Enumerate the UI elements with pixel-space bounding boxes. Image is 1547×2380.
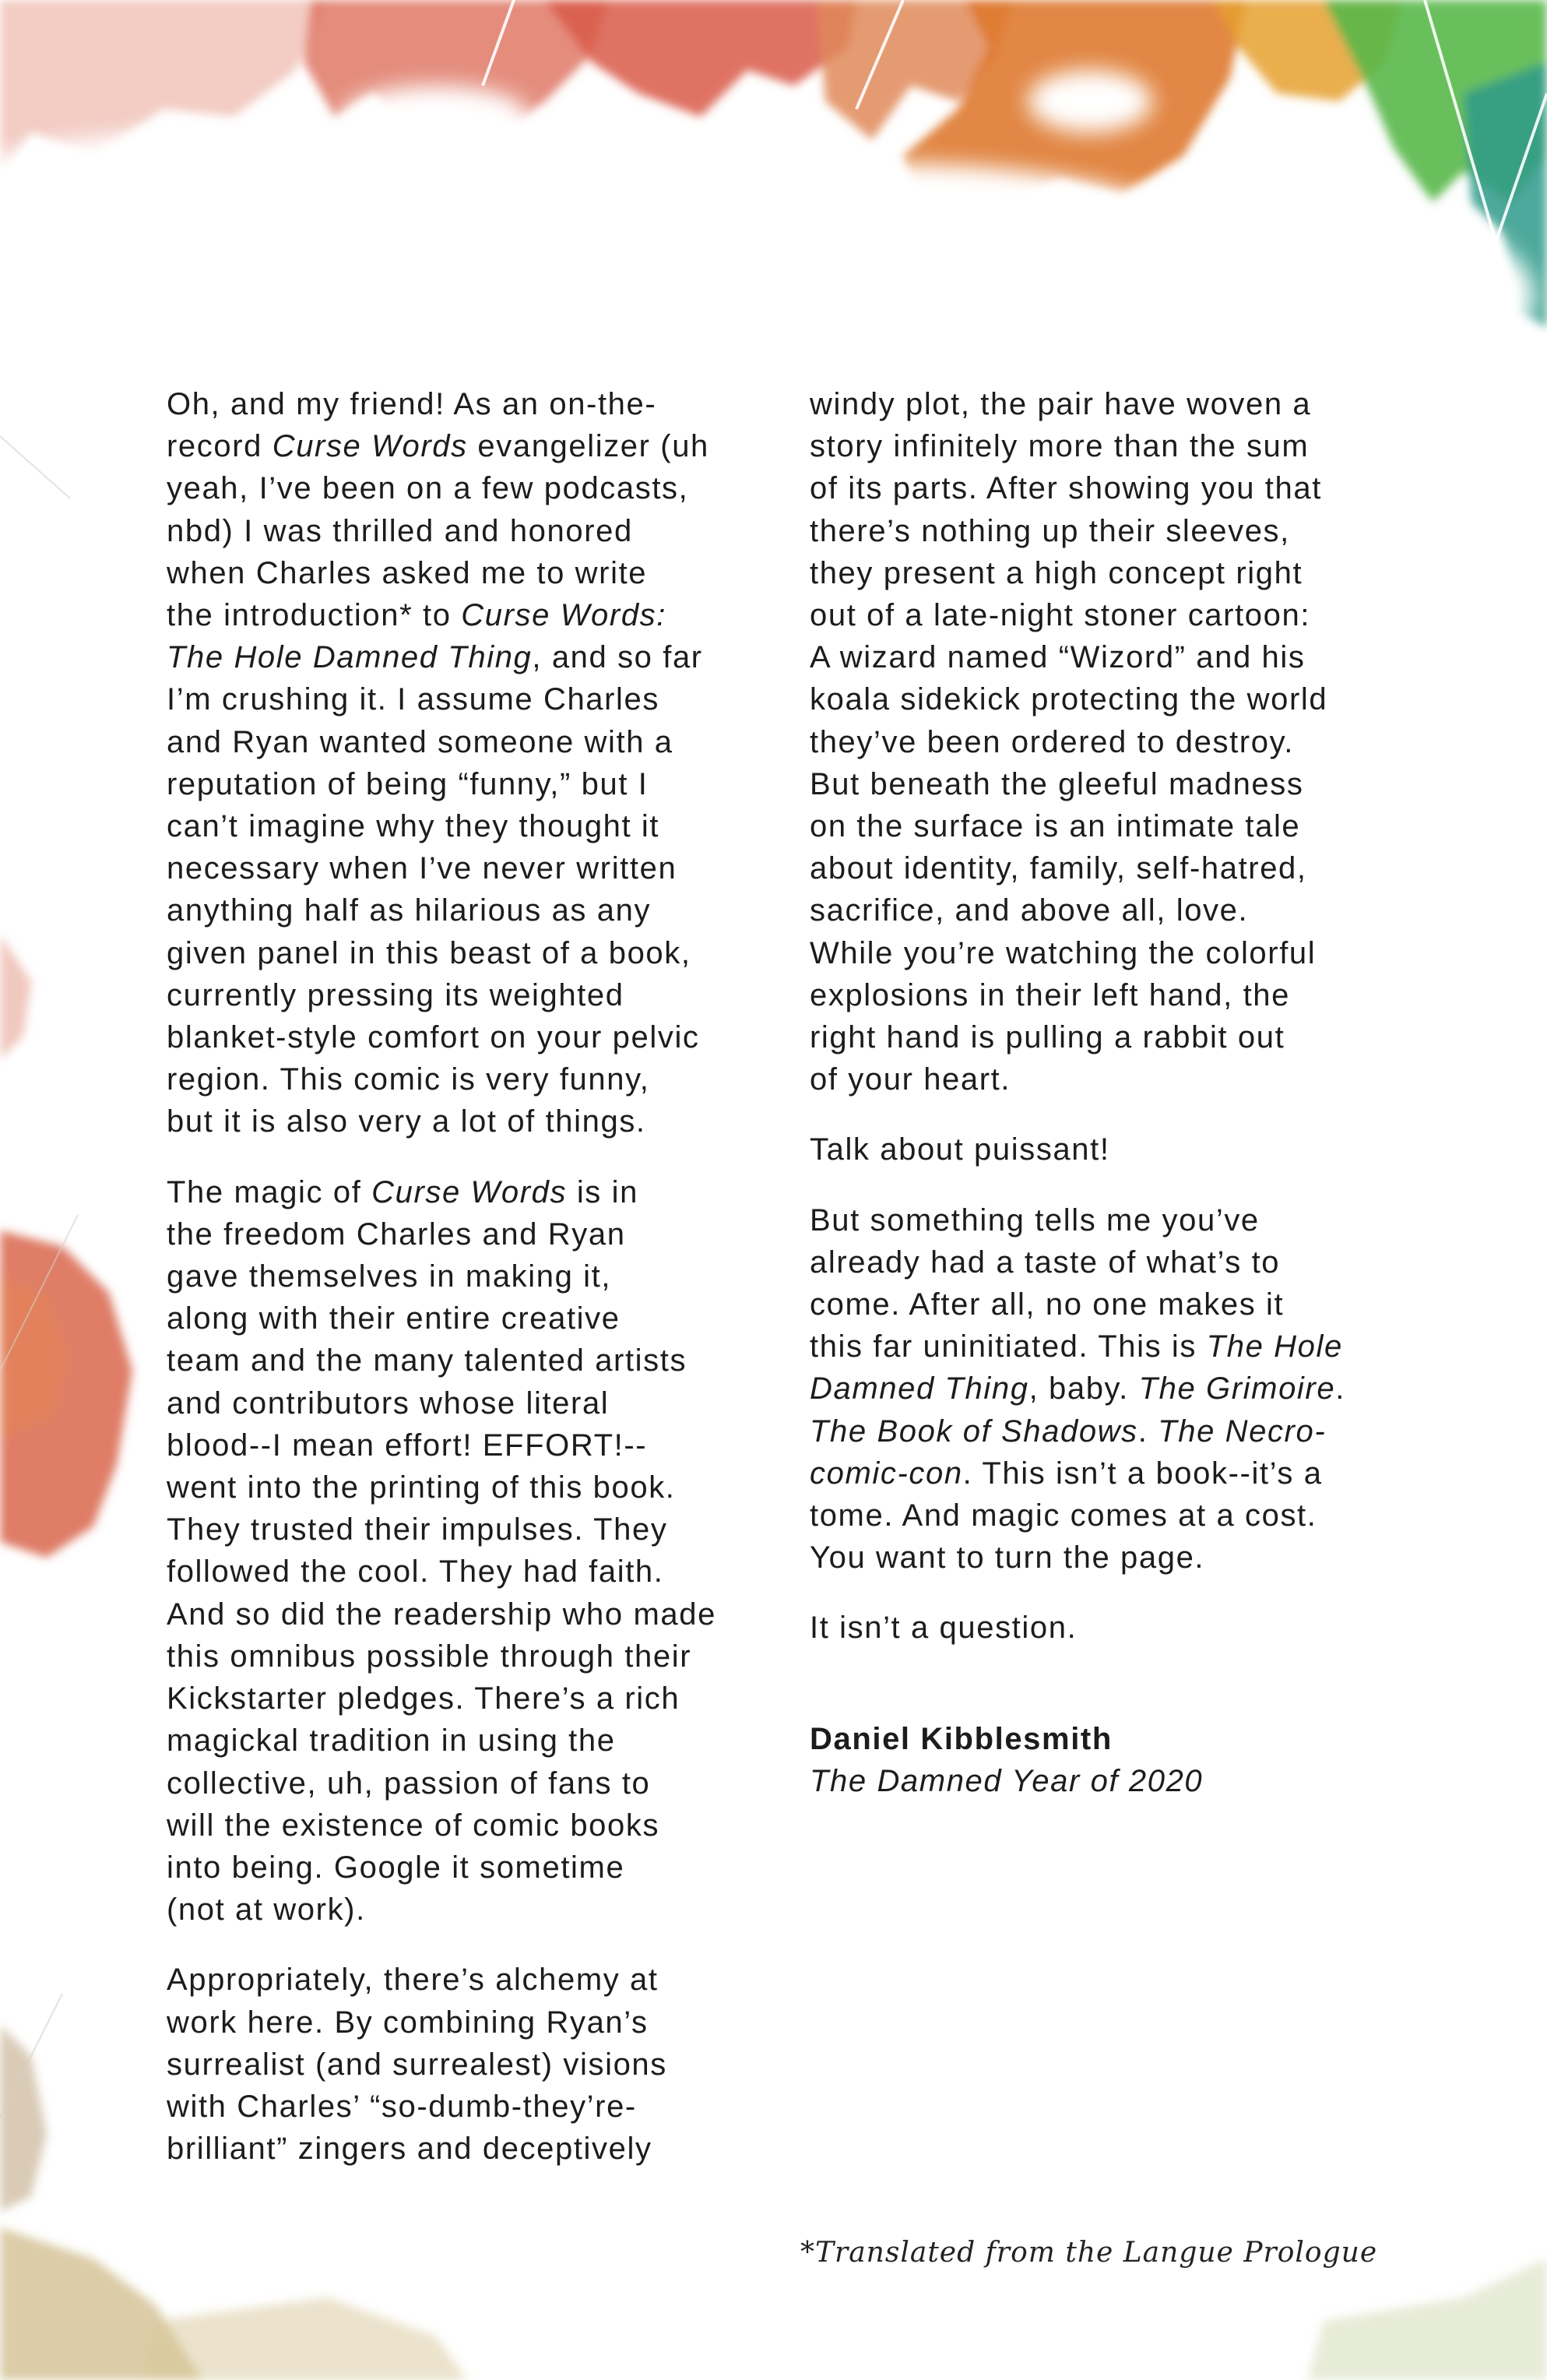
paragraph [810,383,1417,1100]
footnote: *Translated from the Langue Prologue [800,2237,1378,2269]
text-run: Appropriately, there’s alchemy at work here. By combining Ryan’s surrealist (and surrealest) visions with Charles’ “so-dumb-they’re- brilliant” zingers and deceptively [167,1963,667,2167]
text-run: , baby. [1028,1371,1139,1407]
text-run: is in the freedom Charles and Ryan gave themselves in making it, along with their entire creative team and the many talented artists and contributors whose literal blood--I mean effort! EFFORT!-- went into the printing of this book. They trusted their impulses. They followed the cool. They had faith. And so did the readership who made this omnibus possible through their Kickstarter pledges. There’s a rich magickal tradition in using the collective, uh, passion of fans to will the existence of comic books into being. Google it sometime (not at work). [167,1174,716,1928]
paragraph [167,1171,774,1931]
left-paint-splash [0,935,132,2212]
text-run: evangelizer (uh yeah, I’ve been on a few podcasts, nbd) I was thrilled and honored when Charles asked me to write the introduction* to [167,429,709,633]
paragraph [810,1128,1417,1171]
italic-text: The Necro- comic-con [810,1414,1327,1491]
italic-text: The Hole Damned Thing [810,1329,1343,1407]
text-run: . [1335,1371,1345,1407]
text-run: . This isn’t a book--it’s a tome. And magic comes at a cost. You want to turn the page. [810,1456,1323,1576]
text-run: Oh, and my friend! As an on-the- record [167,387,657,464]
author-signature-name: Daniel Kibblesmith [810,1721,1113,1756]
right-text-column [810,383,1417,1802]
text-run: The magic of [167,1174,372,1209]
text-run: But something tells me you’ve already had a taste of what’s to come. After all, no one makes it this far uninitiated. This is [810,1202,1285,1364]
italic-text: Curse Words [371,1174,568,1209]
author-signature-date: The Damned Year of 2020 [810,1763,1204,1798]
left-text-column [167,383,774,2198]
italic-text: Curse Words: The Hole Damned Thing [167,598,666,675]
text-run: , and so far I’m crushing it. I assume Charles and Ryan wanted someone with a reputation of being “funny,” but I can’t imagine why they thought it necessary when I’ve never written anything half as hilarious as any given panel in this beast of a book, currently pressing its weighted blanket-style comfort on your pelvic region. This comic is very funny, but it is also very a lot of things. [167,640,703,1139]
paragraph [167,383,774,1143]
italic-text: The Grimoire [1138,1371,1336,1407]
paragraph [167,1959,774,2170]
text-run: It isn’t a question. [810,1611,1078,1646]
italic-text: Curse Words [272,429,468,464]
italic-text: The Book of Shadows [810,1414,1138,1449]
text-run: Talk about puissant! [810,1132,1110,1167]
text-run: windy plot, the pair have woven a story infinitely more than the sum of its parts. After showing you that there’s nothing up their sleeves, they present a high concept right out of a late-night stoner cartoon: A wizard named “Wizord” and his koala sidekick protecting the world they’ve been ordered to destroy. But beneath the gleeful madness on the surface is an intimate tale about identity, family, self-hatred, sacrifice, and above all, love. While you’re watching the colorful explosions in their left hand, the right hand is pulling a rabbit out of your heart. [810,387,1328,1097]
paragraph [810,1607,1417,1649]
paragraph [810,1199,1417,1579]
text-run: . [1137,1414,1158,1449]
